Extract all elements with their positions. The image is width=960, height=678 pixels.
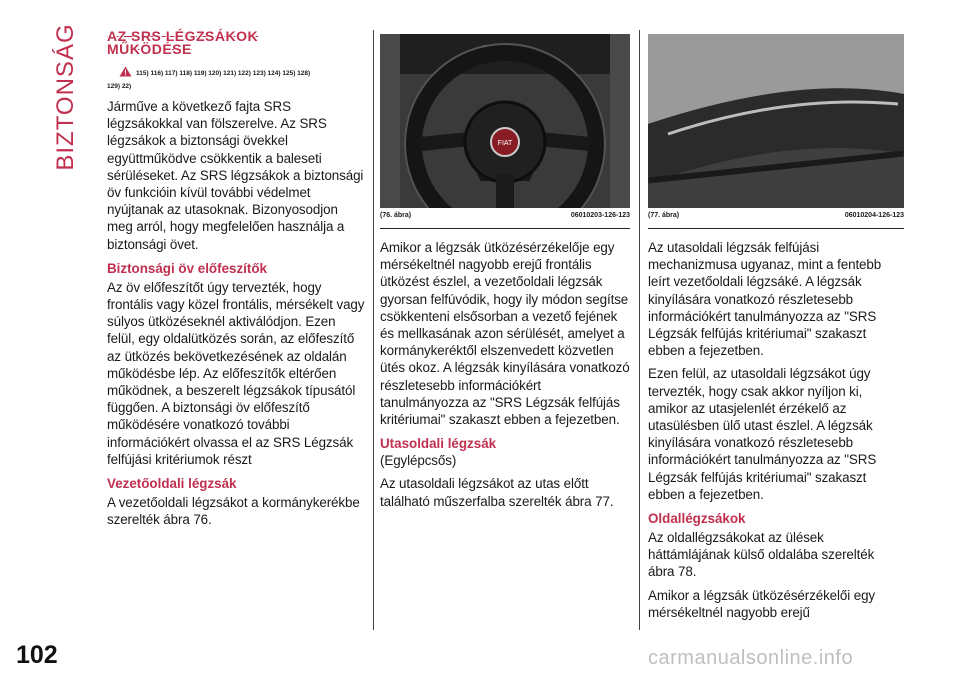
column-3 [648, 30, 904, 627]
warning-refs [107, 66, 365, 92]
figure-76-label: (76. ábra) [380, 212, 412, 219]
column-2 [380, 30, 630, 516]
column-1 [107, 30, 365, 534]
driver-airbag-detail: Amikor a légzsák ütközésérzékelője egy mérsékeltnél nagyobb erejű frontális ütközést észlel, a vezetőoldali légzsák gyorsan felfúvódik, hogy ily módon segítse csökkenteni elsősorban a vezető fejének és mellkasának azon sérülését, amelyet a kormánykeréktől elszenvedett közvetlen ütés okoz. A légzsák kinyílására vonatkozó részletesebb információkért tanulmányozza az "SRS Légzsák felfújás kritériumai" szakaszt ebben a fejezetben. [380, 240, 630, 428]
heading-passenger-airbag: Utasoldali légzsák [380, 436, 497, 452]
column-divider [373, 30, 374, 630]
figure-77-code: 06010204-126-123 [844, 212, 904, 219]
heading-pretensioner: Biztonsági öv előfeszítők [107, 260, 267, 276]
side-label-text: BIZTONSÁG [52, 23, 79, 171]
passenger-airbag-subtitle: (Egylépcsős) [380, 453, 457, 469]
passenger-airbag-paragraph: Az utasoldali légzsákot az utas előtt található műszerfalba szerelték ábra 77. [380, 476, 614, 509]
figure-77-caption [648, 212, 904, 229]
section-title-line2: MŰKÖDÉSE [107, 41, 192, 57]
figure-77-label: (77. ábra) [648, 212, 680, 219]
column-divider [639, 30, 640, 630]
pretensioner-paragraph: Az öv előfeszítőt úgy tervezték, hogy frontális vagy közel frontális, mérsékelt vagy súlyos ütközéseknél aktiválódjon. Ezen felül, egy oldalütközés során, az előfeszítő az ütközés bekövetkezésének az oldalán működésbe lép. Az előfeszítők eltérően működnek, a beszerelt légzsákok típusától függően. A biztonsági öv előfeszítő működésére vonatkozó további információkért olvassa el az SRS Légzsák felfújási kritériumok részt [107, 279, 365, 467]
section-title-line1: AZ SRS LÉGZSÁKOK [107, 28, 259, 44]
watermark: carmanualsonline.info [648, 647, 854, 669]
warning-triangle-icon [119, 66, 132, 81]
heading-side-airbags: Oldallégzsákok [648, 511, 746, 527]
refs-line2: 129) 22) [107, 83, 132, 90]
side-airbag-paragraph: Az oldallégzsákokat az ülések háttámlájának külső oldalába szerelték ábra 78. [648, 530, 875, 580]
refs-line1: 115) 116) 117) 118) 119) 120) 121) 122) 123) 124) 125) 128) [136, 70, 311, 77]
page-number: 102 [16, 641, 58, 669]
section-title [107, 30, 365, 64]
side-airbag-sensor-paragraph: Amikor a légzsák ütközésérzékelői egy mérsékeltnél nagyobb erejű [648, 587, 876, 620]
passenger-mechanism-paragraph: Az utasoldali légzsák felfújási mechanizmusa ugyanaz, mint a fentebb leírt vezetőoldali légzsáké. A légzsák kinyílására vonatkozó részletesebb információkért tanulmányozza az "SRS Légzsák felfújás kritériumai" szakaszt ebben a fejezetben. [648, 240, 882, 359]
figure-77-dashboard [648, 34, 904, 208]
driver-airbag-paragraph: A vezetőoldali légzsákot a kormánykerékbe szerelték ábra 76. [107, 495, 360, 528]
heading-driver-airbag: Vezetőoldali légzsák [107, 476, 237, 492]
svg-text:FIAT: FIAT [497, 140, 513, 147]
section-side-label [52, 23, 80, 171]
figure-76-caption [380, 212, 630, 229]
intro-paragraph: Járműve a következő fajta SRS légzsákokkal van fölszerelve. Az SRS légzsákok a biztonsági övekkel együttműködve csökkentik a baleseti sérüléseket. Az SRS légzsákok a biztonsági öv funkcióin kívül további védelmet nyújtanak az utasoknak. Bizonyosodjon meg arról, hogy megfelelően használja a biztonsági övet. [107, 99, 364, 252]
figure-76-steering-wheel [380, 34, 630, 208]
figure-76-code: 06010203-126-123 [570, 212, 630, 219]
passenger-sensor-paragraph: Ezen felül, az utasoldali légzsákot úgy tervezték, hogy csak akkor nyíljon ki, amikor az utasjelenlét érzékelő az utasülésben ülő utast észlel. A légzsák kinyílására vonatkozó részletesebb információkért tanulmányozza az "SRS Légzsák felfújás kritériumai" szakaszt ebben a fejezetben. [648, 366, 877, 502]
